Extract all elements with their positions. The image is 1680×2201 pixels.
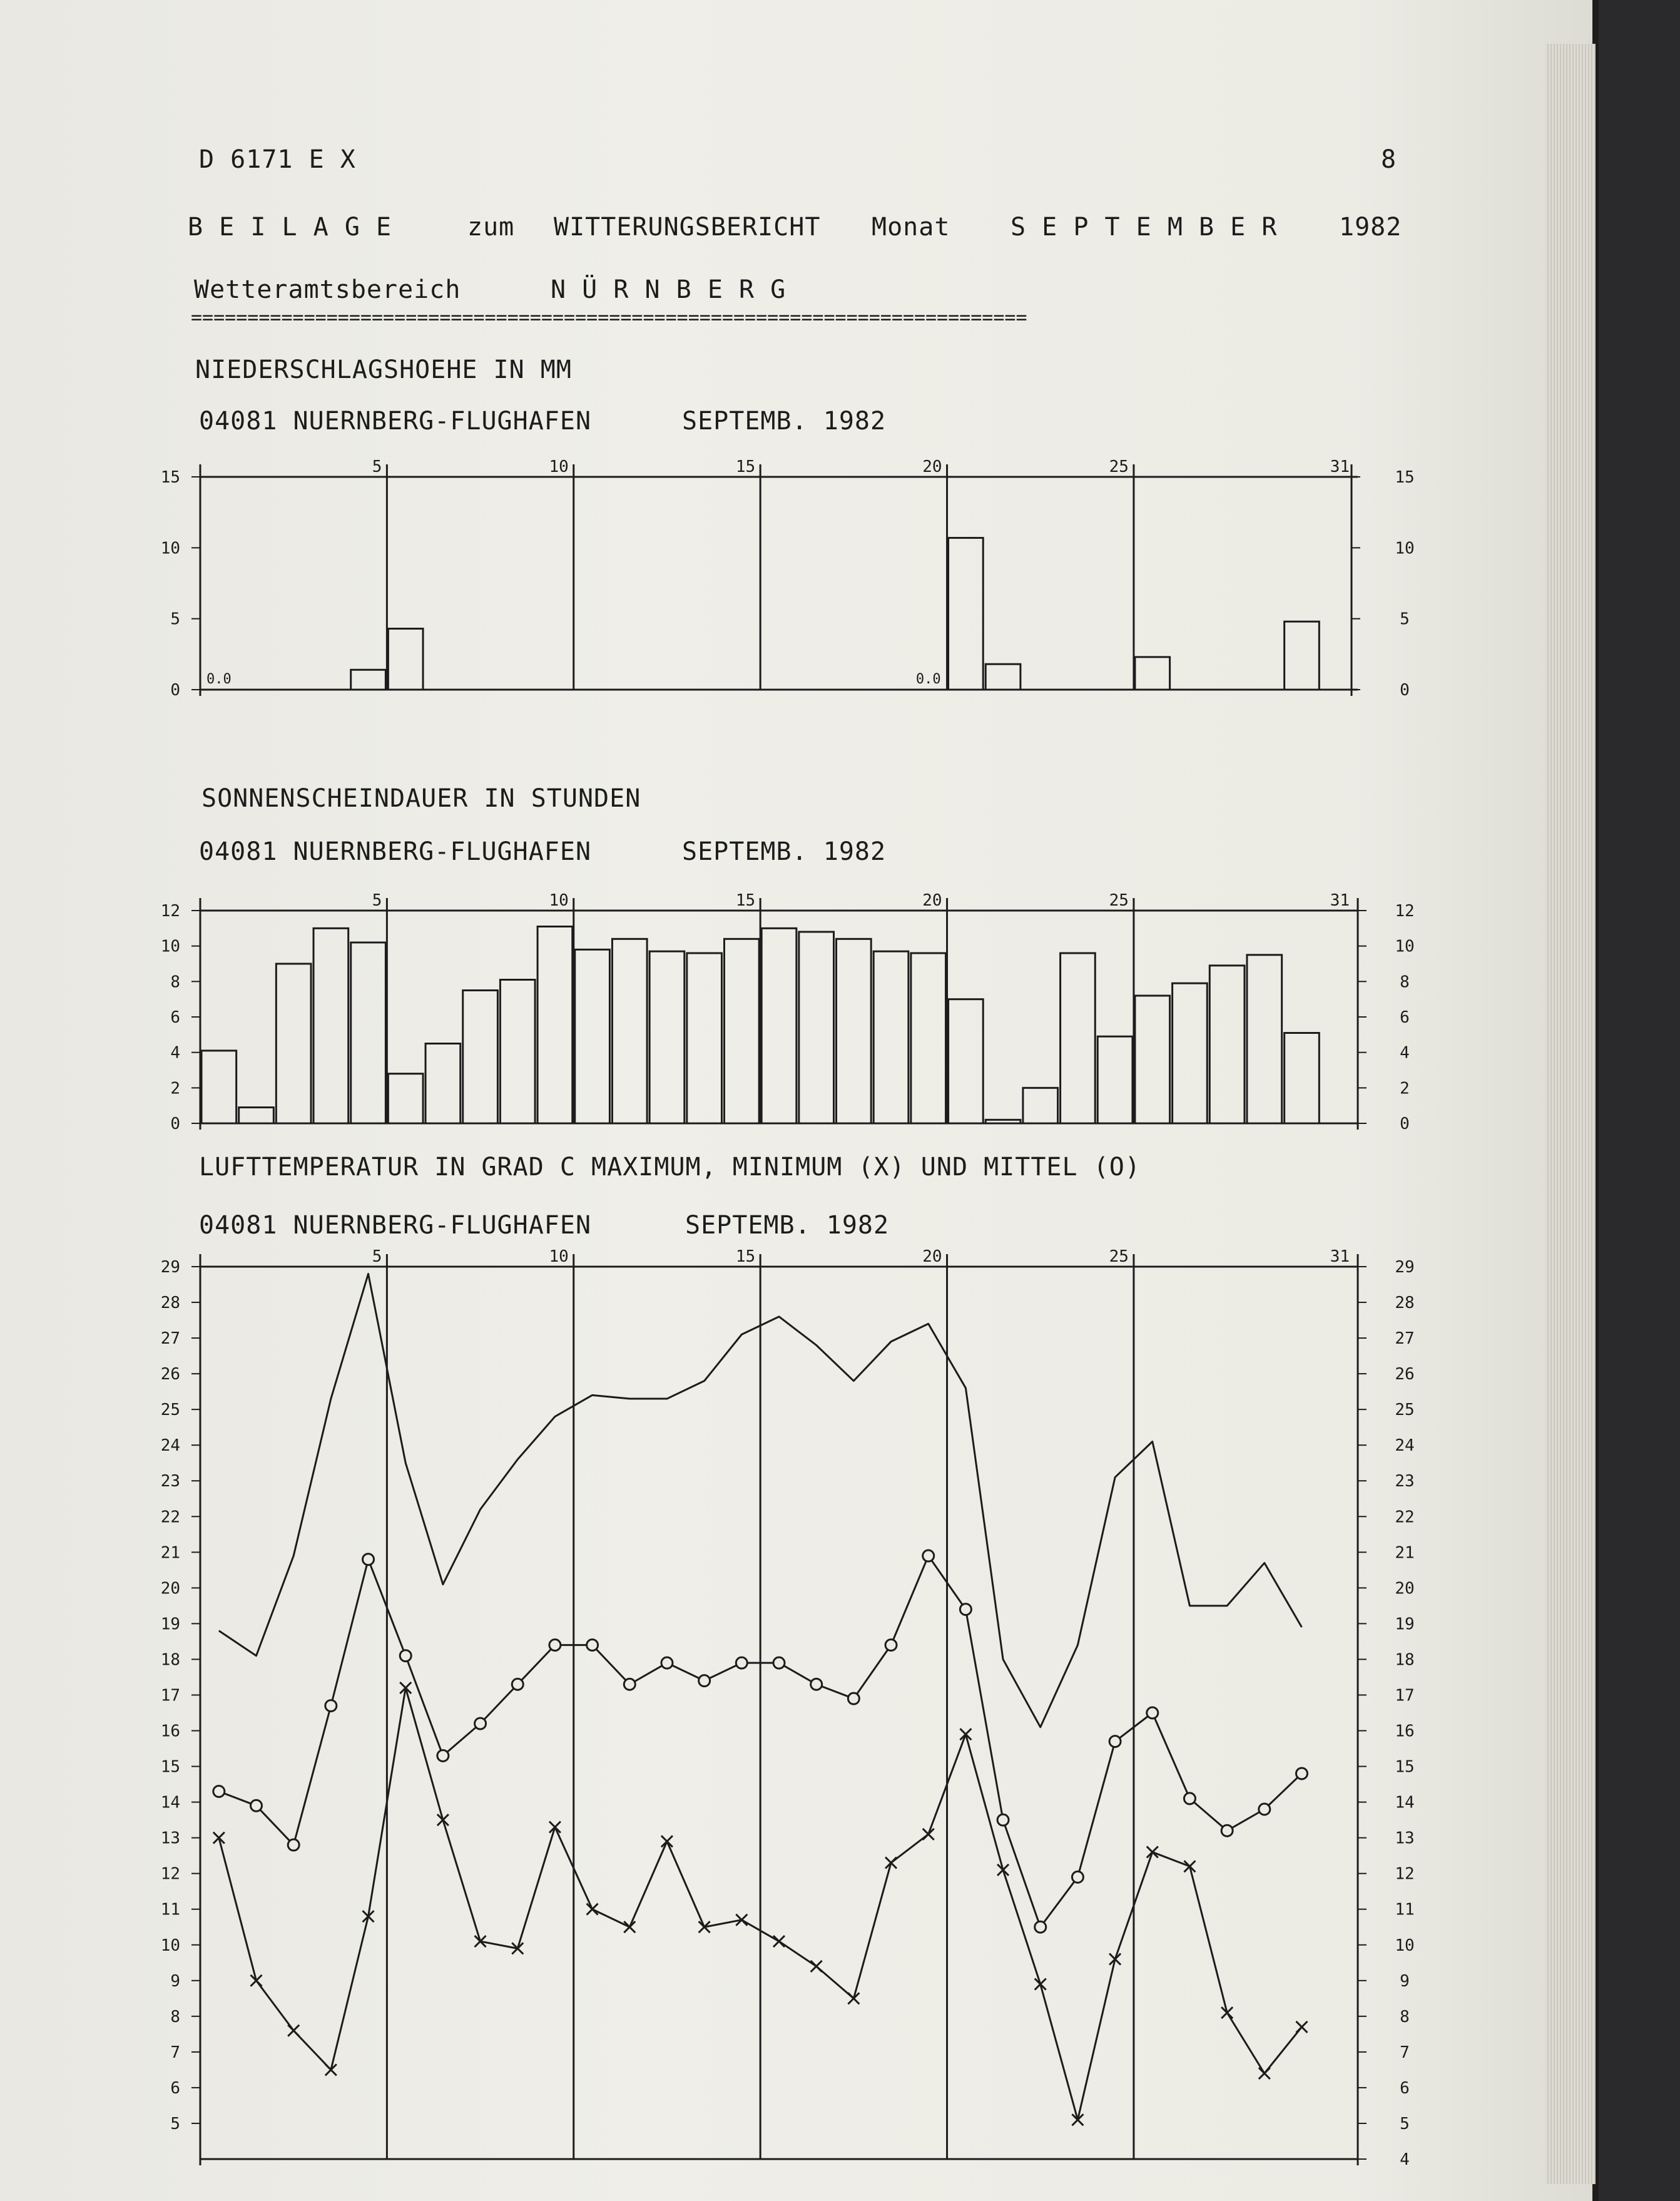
sun-bar-day-3 [276,964,311,1123]
c0-y-tick-label-left-5: 5 [170,610,180,629]
c2-x-tick-label-10: 10 [549,1247,569,1266]
c1-y-tick-label-right-4: 4 [1400,1043,1410,1063]
sun-bar-day-20 [911,953,946,1123]
c2-y-tick-label-right-12: 12 [1395,1864,1415,1884]
temp-minimum-point-day-2 [251,1975,262,1986]
c2-y-tick-label-right-24: 24 [1395,1436,1415,1456]
c2-y-tick-label-left-14: 14 [160,1793,180,1812]
c2-y-tick-label-right-17: 17 [1395,1686,1415,1705]
c1-y-tick-label-left-0: 0 [170,1115,180,1133]
c2-y-tick-label-right-11: 11 [1395,1900,1415,1919]
c2-y-tick-label-left-9: 9 [170,1971,180,1991]
sun-bar-day-10 [537,927,573,1124]
temp-period: SEPTEMB. 1982 [685,1211,890,1240]
temp-mittel-point-day-28 [1221,1825,1233,1836]
sun-bar-day-12 [612,939,647,1123]
temp-mittel-point-day-14 [699,1675,710,1687]
c2-y-tick-label-left-6: 6 [170,2078,180,2098]
beilage-title: B E I L A G E [188,213,392,242]
c2-y-tick-label-left-23: 23 [160,1472,180,1491]
precip-bar-day-26 [1135,657,1170,690]
c1-x-tick-label-5: 5 [372,891,382,910]
temp-mittel-point-day-2 [251,1800,262,1811]
c2-y-tick-label-right-16: 16 [1395,1722,1415,1741]
temp-minimum-point-day-30 [1296,2021,1307,2033]
temp-minimum-point-day-19 [885,1857,897,1869]
precip-bar-day-22 [985,664,1021,690]
sun-bar-day-27 [1173,983,1208,1123]
c2-y-tick-label-right-14: 14 [1395,1793,1415,1812]
temp-minimum-point-day-3 [288,2025,299,2036]
temp-minimum-point-day-10 [549,1822,561,1833]
temp-minimum-point-day-11 [587,1904,598,1915]
temp-mittel-point-day-8 [475,1718,486,1729]
c2-y-tick-label-left-18: 18 [160,1650,180,1670]
precip-title: NIEDERSCHLAGSHOEHE IN MM [195,355,572,384]
precip-bar-day-6 [388,629,423,690]
sun-bar-day-11 [575,949,610,1123]
sun-bar-day-6 [388,1074,423,1123]
c2-x-tick-label-5: 5 [372,1247,382,1266]
sun-bar-day-13 [649,951,685,1123]
doc-code: D 6171 E X [199,145,356,174]
c1-y-tick-label-right-8: 8 [1400,973,1410,992]
c2-y-tick-label-left-10: 10 [160,1936,180,1955]
c2-y-tick-label-right-5: 5 [1400,2114,1410,2133]
temp-mittel-point-day-3 [288,1839,299,1851]
c1-x-tick-label-25: 25 [1109,891,1129,910]
sun-bar-day-15 [724,939,759,1123]
temp-minimum-point-day-23 [1035,1979,1046,1990]
sun-bar-day-8 [463,991,498,1124]
c2-y-tick-label-right-8: 8 [1400,2007,1410,2026]
temp-minimum-point-day-27 [1184,1861,1195,1872]
c2-y-tick-label-right-20: 20 [1395,1579,1415,1598]
c1-x-tick-label-20: 20 [922,891,942,910]
sun-bar-day-18 [837,939,872,1123]
sun-bar-day-2 [239,1108,274,1124]
sun-bar-day-30 [1285,1033,1320,1124]
sun-bar-day-16 [761,928,797,1123]
c2-x-tick-label-15: 15 [735,1247,756,1266]
c2-y-tick-label-right-9: 9 [1400,1971,1410,1991]
c2-y-tick-label-left-19: 19 [160,1615,180,1634]
zum-label: zum [467,213,515,242]
c2-y-tick-label-right-4: 4 [1400,2150,1410,2169]
c1-y-tick-label-left-2: 2 [170,1079,180,1098]
c2-y-tick-label-left-25: 25 [160,1401,180,1420]
c1-y-tick-label-left-6: 6 [170,1008,180,1027]
temp-minimum-point-day-17 [811,1961,822,1972]
c0-y-tick-label-left-10: 10 [160,539,180,558]
c0-y-tick-label-right-5: 5 [1400,610,1410,629]
sun-bar-day-14 [687,953,722,1123]
sun-bar-day-17 [799,932,834,1123]
temp-mittel-point-day-9 [512,1678,523,1690]
c1-y-tick-label-right-6: 6 [1400,1008,1410,1027]
temp-minimum-point-day-13 [661,1836,673,1847]
sun-bar-day-21 [949,999,984,1123]
c2-y-tick-label-left-8: 8 [170,2007,180,2026]
temp-mittel-point-day-27 [1184,1793,1195,1804]
c2-y-tick-label-left-15: 15 [160,1757,180,1777]
c2-y-tick-label-right-27: 27 [1395,1329,1415,1349]
temp-minimum-point-day-16 [773,1936,785,1947]
c1-y-tick-label-left-12: 12 [160,902,180,921]
c0-y-tick-label-left-0: 0 [170,681,180,700]
c2-y-tick-label-left-12: 12 [160,1864,180,1884]
temp-station: 04081 NUERNBERG-FLUGHAFEN [199,1211,592,1240]
temp-minimum-point-day-29 [1259,2068,1270,2079]
precip-period: SEPTEMB. 1982 [682,407,887,436]
sun-bar-day-22 [985,1120,1021,1123]
temp-mittel-point-day-7 [437,1750,449,1761]
precip-data-label-day-1: 0.0 [206,672,232,687]
c2-y-tick-label-right-28: 28 [1395,1294,1415,1313]
sun-bar-day-24 [1061,953,1096,1123]
c2-y-tick-label-right-21: 21 [1395,1543,1415,1563]
c0-x-tick-label-10: 10 [549,457,569,476]
temp-minimum-point-day-28 [1221,2007,1233,2018]
c2-y-tick-label-left-21: 21 [160,1543,180,1563]
c0-x-tick-label-5: 5 [372,457,382,476]
c2-y-tick-label-left-16: 16 [160,1722,180,1741]
temp-mittel-point-day-11 [587,1640,598,1651]
temp-minimum-point-day-12 [624,1921,635,1933]
c1-y-tick-label-left-4: 4 [170,1043,180,1063]
temp-mittel-point-day-15 [736,1657,747,1668]
c2-x-tick-label-25: 25 [1109,1247,1129,1266]
c2-y-tick-label-left-17: 17 [160,1686,180,1705]
precip-bar-day-21 [949,538,984,690]
temp-mittel-point-day-19 [885,1640,897,1651]
bericht-title: WITTERUNGSBERICHT [554,213,821,242]
bereich-label: Wetteramtsbereich [194,275,461,304]
c2-y-tick-label-right-13: 13 [1395,1829,1415,1848]
temp-mittel-point-day-26 [1147,1707,1158,1718]
c1-x-tick-label-10: 10 [549,891,569,910]
temp-mittel-point-day-6 [400,1650,411,1662]
c2-y-tick-label-left-29: 29 [160,1258,180,1277]
c2-y-tick-label-left-28: 28 [160,1294,180,1313]
c2-y-tick-label-left-11: 11 [160,1900,180,1919]
c0-y-tick-label-right-10: 10 [1395,539,1415,558]
temp-mittel-point-day-4 [325,1700,337,1712]
temp-mittel-point-day-13 [661,1657,673,1668]
c2-y-tick-label-right-25: 25 [1395,1401,1415,1420]
c2-y-tick-label-right-26: 26 [1395,1365,1415,1384]
c2-y-tick-label-right-6: 6 [1400,2078,1410,2098]
c1-x-tick-label-15: 15 [735,891,756,910]
sun-bar-day-7 [425,1044,461,1124]
c1-y-tick-label-left-10: 10 [160,937,180,956]
temp-minimum-point-day-1 [213,1832,225,1844]
precip-station: 04081 NUERNBERG-FLUGHAFEN [199,407,592,436]
c1-y-tick-label-right-10: 10 [1395,937,1415,956]
c2-y-tick-label-left-5: 5 [170,2114,180,2133]
temp-minimum-point-day-22 [997,1864,1009,1876]
sun-bar-day-5 [351,942,386,1123]
sun-title: SONNENSCHEINDAUER IN STUNDEN [201,784,641,813]
c2-y-tick-label-left-20: 20 [160,1579,180,1598]
sun-period: SEPTEMB. 1982 [682,837,887,866]
c2-y-tick-label-left-26: 26 [160,1365,180,1384]
temp-mittel-point-day-29 [1259,1804,1270,1815]
c2-y-tick-label-left-13: 13 [160,1829,180,1848]
temp-mittel-point-day-21 [960,1604,971,1615]
temp-mittel-point-day-24 [1072,1871,1083,1882]
temp-mittel-point-day-5 [363,1554,374,1565]
temp-mittel-point-day-18 [848,1693,859,1704]
c0-x-tick-label-31: 31 [1330,457,1350,476]
temp-mittel-point-day-20 [923,1550,934,1561]
c2-y-tick-label-right-10: 10 [1395,1936,1415,1955]
sun-bar-day-4 [313,928,349,1123]
monat-label: Monat [872,213,950,242]
sun-bar-day-26 [1135,996,1170,1123]
sun-bar-day-23 [1023,1088,1058,1123]
c2-x-tick-label-31: 31 [1330,1247,1350,1266]
sun-bar-day-9 [500,980,535,1124]
sun-bar-day-28 [1209,966,1245,1123]
c1-x-tick-label-31: 31 [1330,891,1350,910]
sun-bar-day-25 [1097,1036,1133,1123]
precip-bar-day-30 [1285,621,1320,690]
c2-y-tick-label-right-19: 19 [1395,1615,1415,1634]
c0-y-tick-label-right-0: 0 [1400,681,1410,700]
c2-y-tick-label-left-24: 24 [160,1436,180,1456]
page-number: 8 [1381,145,1397,174]
temp-mittel-point-day-30 [1296,1768,1307,1779]
c1-y-tick-label-right-12: 12 [1395,902,1415,921]
temp-minimum-point-day-26 [1147,1846,1158,1857]
temp-mittel-point-day-17 [811,1678,822,1690]
c1-y-tick-label-left-8: 8 [170,973,180,992]
precip-bar-day-5 [351,670,386,690]
temp-minimum-point-day-7 [437,1814,449,1826]
temp-mittel-point-day-16 [773,1657,785,1668]
temp-mittel-point-day-22 [997,1814,1009,1826]
temp-mittel-point-day-23 [1035,1921,1046,1933]
c2-y-tick-label-right-29: 29 [1395,1258,1415,1277]
c2-y-tick-label-right-7: 7 [1400,2043,1410,2062]
temp-title: LUFTTEMPERATUR IN GRAD C MAXIMUM, MINIMUM (X) UND MITTEL (O) [199,1153,1141,1182]
temp-mittel-point-day-1 [213,1785,225,1797]
c0-y-tick-label-left-15: 15 [160,468,180,487]
c1-y-tick-label-right-0: 0 [1400,1115,1410,1133]
sun-bar-day-29 [1247,955,1282,1123]
c2-y-tick-label-right-22: 22 [1395,1508,1415,1527]
c2-y-tick-label-left-7: 7 [170,2043,180,2062]
sun-bar-day-1 [201,1051,237,1123]
precip-data-label-day-20: 0.0 [915,672,941,687]
bereich-name: N Ü R N B E R G [551,275,787,304]
c0-y-tick-label-right-15: 15 [1395,468,1415,487]
temp-mittel-point-day-25 [1109,1736,1121,1747]
c0-x-tick-label-15: 15 [735,457,756,476]
c0-x-tick-label-25: 25 [1109,457,1129,476]
temp-minimum-point-day-18 [848,1993,859,2004]
report-year: 1982 [1339,213,1402,242]
sun-bar-day-19 [873,951,909,1123]
temp-mittel-point-day-12 [624,1678,635,1690]
c2-x-tick-label-20: 20 [922,1247,942,1266]
c0-x-tick-label-20: 20 [922,457,942,476]
c2-y-tick-label-left-27: 27 [160,1329,180,1349]
c2-y-tick-label-right-18: 18 [1395,1650,1415,1670]
c2-y-tick-label-right-23: 23 [1395,1472,1415,1491]
c2-y-tick-label-left-22: 22 [160,1508,180,1527]
double-rule: ========================================================================== [191,307,1027,329]
temp-mittel-point-day-10 [549,1640,561,1651]
sun-station: 04081 NUERNBERG-FLUGHAFEN [199,837,592,866]
c2-y-tick-label-right-15: 15 [1395,1757,1415,1777]
month-name: S E P T E M B E R [1011,213,1278,242]
temp-minimum-point-day-21 [960,1729,971,1740]
temp-minimum-point-day-20 [923,1829,934,1840]
c1-y-tick-label-right-2: 2 [1400,1079,1410,1098]
